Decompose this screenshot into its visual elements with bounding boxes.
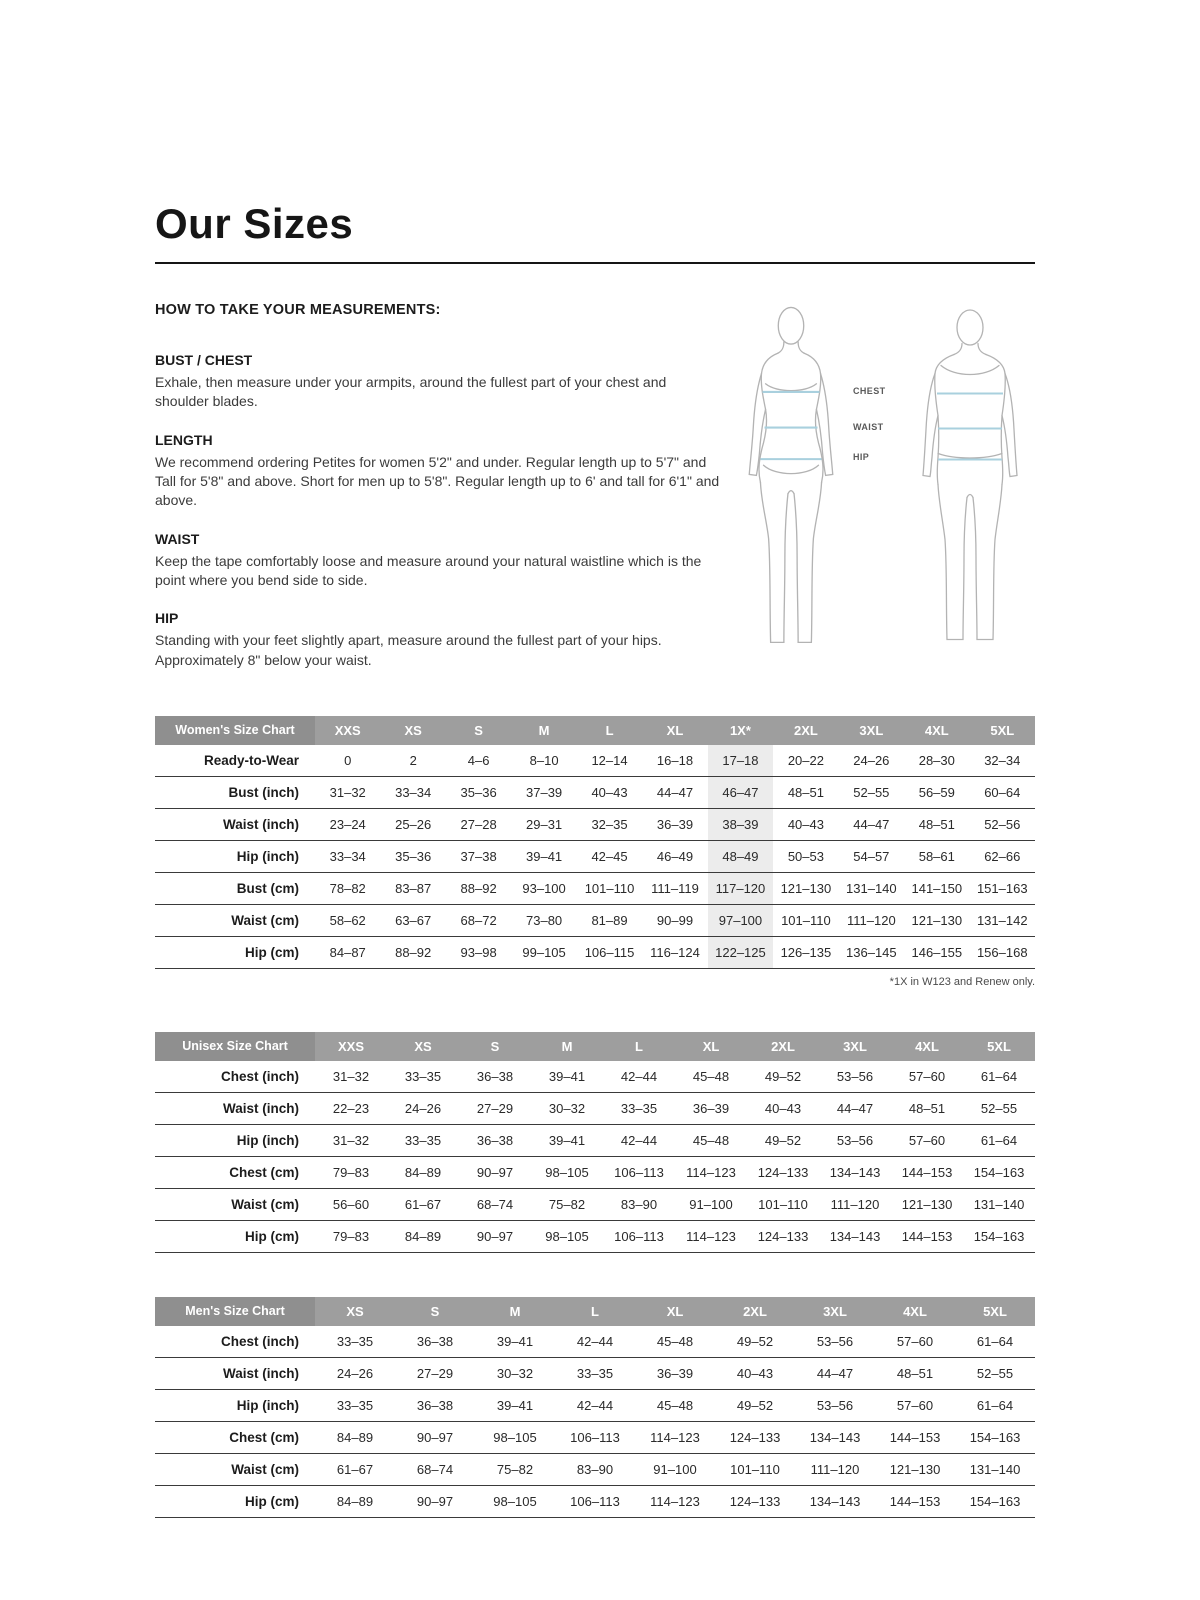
size-cell: 45–48 xyxy=(656,1333,694,1349)
size-cell: 30–32 xyxy=(548,1100,586,1116)
size-cell: 146–155 xyxy=(911,944,963,960)
size-cell: 83–87 xyxy=(395,880,432,896)
size-cell: 52–55 xyxy=(976,1365,1014,1381)
size-cell: 52–55 xyxy=(853,784,890,800)
size-cell: 8–10 xyxy=(529,752,559,768)
size-cell: 61–64 xyxy=(980,1068,1018,1084)
size-cell: 49–52 xyxy=(764,1132,802,1148)
size-cell: 124–133 xyxy=(729,1429,781,1445)
size-cell: 90–97 xyxy=(476,1228,514,1244)
size-cell: 90–99 xyxy=(656,912,694,928)
row-label: Chest (inch) xyxy=(220,1068,299,1084)
size-cell: 98–105 xyxy=(493,1429,537,1445)
size-cell: 46–47 xyxy=(708,776,773,808)
womens-chart-footnote: *1X in W123 and Renew only. xyxy=(889,975,1035,988)
size-cell: 23–24 xyxy=(329,816,366,832)
size-column-header: S xyxy=(395,1297,475,1326)
size-cell: 57–60 xyxy=(896,1333,934,1349)
size-cell: 73–80 xyxy=(526,912,563,928)
size-cell: 75–82 xyxy=(548,1196,586,1212)
size-cell: 53–56 xyxy=(816,1333,854,1349)
table-row xyxy=(155,936,1035,968)
size-cell: 144–153 xyxy=(901,1164,953,1180)
size-cell: 4–6 xyxy=(467,752,490,768)
size-column-header: 2XL xyxy=(773,716,838,745)
size-cell: 48–51 xyxy=(787,784,824,800)
size-charts xyxy=(155,716,1035,1518)
size-cell: 48–51 xyxy=(908,1100,946,1116)
size-column-header: 2XL xyxy=(715,1297,795,1326)
size-column-header: M xyxy=(511,716,576,745)
size-cell: 84–89 xyxy=(404,1228,442,1244)
size-cell: 39–41 xyxy=(548,1132,586,1148)
size-cell: 144–153 xyxy=(889,1493,941,1509)
size-cell: 131–140 xyxy=(846,880,897,896)
size-cell: 136–145 xyxy=(846,944,897,960)
table-row xyxy=(155,1453,1035,1485)
size-cell: 36–39 xyxy=(656,816,694,832)
size-column-header: 5XL xyxy=(955,1297,1035,1326)
table-row xyxy=(155,1421,1035,1453)
mens-size-chart xyxy=(155,1297,1035,1518)
table-row xyxy=(155,1061,1035,1093)
size-cell: 83–90 xyxy=(576,1461,614,1477)
size-cell: 46–49 xyxy=(656,848,694,864)
size-column-header: 5XL xyxy=(963,1032,1035,1061)
size-cell: 121–130 xyxy=(911,912,963,928)
row-label: Bust (cm) xyxy=(236,880,299,896)
size-cell: 44–47 xyxy=(656,784,694,800)
size-cell: 31–32 xyxy=(332,1132,370,1148)
size-cell: 24–26 xyxy=(853,752,890,768)
size-cell: 111–120 xyxy=(830,1196,880,1212)
size-cell: 79–83 xyxy=(332,1164,370,1180)
size-cell: 88–92 xyxy=(395,944,432,960)
section-waist-text: Keep the tape comfortably loose and measure around your natural waistline which is the point where you bend side to side. xyxy=(155,552,702,588)
size-cell: 58–61 xyxy=(918,848,955,864)
size-cell: 36–39 xyxy=(656,1365,694,1381)
size-cell: 44–47 xyxy=(836,1100,874,1116)
size-cell: 52–56 xyxy=(984,816,1021,832)
row-label: Waist (cm) xyxy=(231,912,299,928)
size-cell: 25–26 xyxy=(395,816,432,832)
size-cell: 101–110 xyxy=(781,912,831,928)
row-label: Bust (inch) xyxy=(228,784,299,800)
size-cell: 111–119 xyxy=(651,880,699,896)
size-cell: 117–120 xyxy=(708,872,773,904)
row-label: Waist (inch) xyxy=(223,1365,299,1381)
size-cell: 53–56 xyxy=(816,1397,854,1413)
row-label: Hip (inch) xyxy=(236,848,299,864)
size-cell: 122–125 xyxy=(708,936,773,968)
size-cell: 101–110 xyxy=(758,1196,808,1212)
size-cell: 114–123 xyxy=(650,1493,700,1509)
size-column-header: XS xyxy=(387,1032,459,1061)
size-cell: 97–100 xyxy=(708,904,773,936)
size-cell: 32–35 xyxy=(591,816,628,832)
size-cell: 49–52 xyxy=(736,1397,774,1413)
size-column-header: XS xyxy=(315,1297,395,1326)
size-column-header: XL xyxy=(675,1032,747,1061)
size-cell: 134–143 xyxy=(809,1493,861,1509)
size-cell: 48–49 xyxy=(708,840,773,872)
size-cell: 134–143 xyxy=(809,1429,861,1445)
size-cell: 57–60 xyxy=(896,1397,934,1413)
table-row xyxy=(155,1326,1035,1358)
size-cell: 33–35 xyxy=(336,1397,374,1413)
size-cell: 52–55 xyxy=(980,1100,1018,1116)
section-bust-chest-label: BUST / CHEST xyxy=(155,352,253,368)
size-column-header: 3XL xyxy=(795,1297,875,1326)
size-cell: 33–35 xyxy=(404,1068,442,1084)
row-label: Hip (inch) xyxy=(236,1397,299,1413)
size-column-header: L xyxy=(577,716,642,745)
size-cell: 49–52 xyxy=(764,1068,802,1084)
size-cell: 40–43 xyxy=(764,1100,802,1116)
size-cell: 114–123 xyxy=(650,1429,700,1445)
unisex-size-chart xyxy=(155,1032,1035,1253)
size-cell: 121–130 xyxy=(780,880,832,896)
row-label: Chest (cm) xyxy=(229,1164,299,1180)
row-label: Hip (inch) xyxy=(236,1132,299,1148)
size-cell: 106–113 xyxy=(614,1164,664,1180)
size-cell: 36–38 xyxy=(416,1333,454,1349)
size-cell: 84–89 xyxy=(404,1164,442,1180)
size-cell: 27–28 xyxy=(460,816,497,832)
size-cell: 121–130 xyxy=(889,1461,941,1477)
size-cell: 144–153 xyxy=(901,1228,953,1244)
size-column-header: 1X* xyxy=(708,716,773,745)
size-cell: 83–90 xyxy=(620,1196,658,1212)
size-cell: 156–168 xyxy=(976,944,1028,960)
size-cell: 93–98 xyxy=(460,944,497,960)
size-cell: 33–35 xyxy=(620,1100,658,1116)
size-cell: 0 xyxy=(344,752,352,768)
row-label: Waist (inch) xyxy=(223,816,299,832)
size-cell: 29–31 xyxy=(526,816,563,832)
size-cell: 78–82 xyxy=(329,880,366,896)
size-column-header: 4XL xyxy=(904,716,969,745)
size-cell: 37–39 xyxy=(526,784,563,800)
size-cell: 42–44 xyxy=(576,1397,614,1413)
size-cell: 111–120 xyxy=(847,912,896,928)
size-cell: 121–130 xyxy=(901,1196,953,1212)
size-cell: 124–133 xyxy=(757,1164,809,1180)
size-column-header: S xyxy=(459,1032,531,1061)
size-cell: 61–67 xyxy=(404,1196,442,1212)
size-cell: 32–34 xyxy=(984,752,1021,768)
size-cell: 35–36 xyxy=(460,784,497,800)
page-title: Our Sizes xyxy=(155,200,354,247)
size-cell: 39–41 xyxy=(526,848,563,864)
size-cell: 33–34 xyxy=(329,848,366,864)
size-cell: 42–45 xyxy=(591,848,628,864)
size-cell: 61–67 xyxy=(336,1461,374,1477)
female-figure-illustration xyxy=(735,304,847,656)
size-cell: 49–52 xyxy=(736,1333,774,1349)
row-label: Chest (inch) xyxy=(220,1333,299,1349)
waist-label: WAIST xyxy=(853,422,884,432)
size-cell: 30–32 xyxy=(496,1365,534,1381)
size-cell: 44–47 xyxy=(816,1365,854,1381)
size-cell: 124–133 xyxy=(729,1493,781,1509)
size-cell: 48–51 xyxy=(918,816,955,832)
table-row xyxy=(155,1485,1035,1517)
size-cell: 33–35 xyxy=(404,1132,442,1148)
size-cell: 33–34 xyxy=(395,784,432,800)
size-cell: 58–62 xyxy=(329,912,366,928)
size-cell: 114–123 xyxy=(686,1164,736,1180)
size-cell: 37–38 xyxy=(460,848,497,864)
size-cell: 154–163 xyxy=(973,1228,1025,1244)
size-cell: 36–38 xyxy=(476,1132,514,1148)
measurements-area xyxy=(155,302,1035,690)
size-column-header: 4XL xyxy=(891,1032,963,1061)
size-cell: 38–39 xyxy=(708,808,773,840)
size-cell: 57–60 xyxy=(908,1068,946,1084)
chart-title: Men's Size Chart xyxy=(155,1297,315,1326)
size-column-header: XXS xyxy=(315,716,380,745)
table-row xyxy=(155,1220,1035,1252)
size-cell: 101–110 xyxy=(730,1461,780,1477)
size-column-header: XL xyxy=(635,1297,715,1326)
size-cell: 99–105 xyxy=(522,944,566,960)
size-column-header: S xyxy=(446,716,511,745)
size-cell: 75–82 xyxy=(496,1461,534,1477)
size-column-header: 2XL xyxy=(747,1032,819,1061)
size-cell: 154–163 xyxy=(969,1429,1021,1445)
size-cell: 17–18 xyxy=(708,745,773,777)
size-cell: 22–23 xyxy=(332,1100,370,1116)
size-cell: 44–47 xyxy=(853,816,890,832)
size-cell: 36–39 xyxy=(692,1100,730,1116)
size-cell: 35–36 xyxy=(395,848,432,864)
size-cell: 106–115 xyxy=(584,944,635,960)
size-column-header: L xyxy=(555,1297,635,1326)
size-cell: 16–18 xyxy=(656,752,694,768)
table-row xyxy=(155,1156,1035,1188)
figure-measure-labels xyxy=(853,304,917,656)
size-cell: 56–60 xyxy=(332,1196,370,1212)
size-cell: 27–29 xyxy=(416,1365,454,1381)
size-cell: 28–30 xyxy=(918,752,955,768)
size-cell: 45–48 xyxy=(692,1068,730,1084)
chart-title: Women's Size Chart xyxy=(155,716,315,745)
size-cell: 50–53 xyxy=(787,848,824,864)
size-cell: 42–44 xyxy=(620,1132,658,1148)
size-cell: 53–56 xyxy=(836,1132,874,1148)
table-row xyxy=(155,840,1035,872)
size-column-header: L xyxy=(603,1032,675,1061)
table-row xyxy=(155,776,1035,808)
row-label: Waist (cm) xyxy=(231,1196,299,1212)
section-waist-label: WAIST xyxy=(155,530,200,547)
size-cell: 116–124 xyxy=(650,944,700,960)
section-length xyxy=(155,432,720,511)
table-row xyxy=(155,808,1035,840)
size-cell: 27–29 xyxy=(476,1100,514,1116)
size-cell: 90–97 xyxy=(476,1164,514,1180)
size-cell: 24–26 xyxy=(336,1365,374,1381)
size-cell: 154–163 xyxy=(973,1164,1025,1180)
womens-size-chart-table xyxy=(155,716,1035,969)
size-column-header: XS xyxy=(380,716,445,745)
womens-size-chart xyxy=(155,716,1035,988)
size-cell: 101–110 xyxy=(584,880,635,896)
size-cell: 53–56 xyxy=(836,1068,874,1084)
table-row xyxy=(155,1389,1035,1421)
size-cell: 45–48 xyxy=(656,1397,694,1413)
size-column-header: 4XL xyxy=(875,1297,955,1326)
size-cell: 39–41 xyxy=(496,1397,534,1413)
size-cell: 84–89 xyxy=(336,1493,374,1509)
size-cell: 81–89 xyxy=(591,912,628,928)
table-row xyxy=(155,1092,1035,1124)
row-label: Ready-to-Wear xyxy=(203,752,299,768)
size-cell: 88–92 xyxy=(460,880,497,896)
size-cell: 36–38 xyxy=(476,1068,514,1084)
size-cell: 39–41 xyxy=(496,1333,534,1349)
unisex-size-chart-table xyxy=(155,1032,1035,1253)
table-header-row xyxy=(155,1032,1035,1061)
measurement-instructions xyxy=(155,302,720,690)
row-label: Waist (cm) xyxy=(231,1461,299,1477)
size-cell: 144–153 xyxy=(889,1429,941,1445)
row-label: Hip (cm) xyxy=(245,1493,299,1509)
size-cell: 131–140 xyxy=(973,1196,1025,1212)
size-cell: 42–44 xyxy=(576,1333,614,1349)
table-row xyxy=(155,1188,1035,1220)
chest-label: CHEST xyxy=(853,386,886,396)
size-column-header: 3XL xyxy=(839,716,904,745)
size-cell: 93–100 xyxy=(522,880,566,896)
size-cell: 91–100 xyxy=(689,1196,733,1212)
table-row xyxy=(155,1357,1035,1389)
size-cell: 33–35 xyxy=(576,1365,614,1381)
size-cell: 114–123 xyxy=(686,1228,736,1244)
size-cell: 31–32 xyxy=(332,1068,370,1084)
size-cell: 12–14 xyxy=(591,752,628,768)
size-cell: 60–64 xyxy=(984,784,1021,800)
table-row xyxy=(155,1124,1035,1156)
size-column-header: 5XL xyxy=(970,716,1035,745)
section-hip xyxy=(155,610,720,670)
size-cell: 61–64 xyxy=(976,1397,1014,1413)
size-cell: 134–143 xyxy=(829,1164,881,1180)
size-cell: 141–150 xyxy=(911,880,963,896)
section-hip-text: Standing with your feet slightly apart, measure around the fullest part of your hips. Approximately 8" below your waist. xyxy=(155,632,662,668)
size-cell: 84–87 xyxy=(329,944,366,960)
table-row xyxy=(155,904,1035,936)
size-column-header: 3XL xyxy=(819,1032,891,1061)
section-hip-label: HIP xyxy=(155,610,179,627)
size-cell: 42–44 xyxy=(620,1068,658,1084)
size-cell: 98–105 xyxy=(545,1228,589,1244)
title-divider xyxy=(155,262,1035,264)
size-cell: 111–120 xyxy=(810,1461,860,1477)
size-column-header: M xyxy=(531,1032,603,1061)
row-label: Hip (cm) xyxy=(245,1228,299,1244)
how-to-heading: HOW TO TAKE YOUR MEASUREMENTS: xyxy=(155,302,441,318)
size-cell: 98–105 xyxy=(545,1164,589,1180)
size-cell: 61–64 xyxy=(980,1132,1018,1148)
size-column-header: XXS xyxy=(315,1032,387,1061)
size-cell: 54–57 xyxy=(853,848,890,864)
section-bust-chest-text: Exhale, then measure under your armpits, around the fullest part of your chest and shoulder blades. xyxy=(155,374,667,410)
table-row xyxy=(155,745,1035,777)
size-cell: 20–22 xyxy=(787,752,824,768)
size-cell: 79–83 xyxy=(332,1228,370,1244)
row-label: Chest (cm) xyxy=(229,1429,299,1445)
size-cell: 106–113 xyxy=(614,1228,664,1244)
size-cell: 24–26 xyxy=(404,1100,442,1116)
size-cell: 45–48 xyxy=(692,1132,730,1148)
size-cell: 56–59 xyxy=(918,784,955,800)
size-cell: 40–43 xyxy=(591,784,628,800)
size-cell: 124–133 xyxy=(757,1228,809,1244)
size-cell: 33–35 xyxy=(336,1333,374,1349)
row-label: Waist (inch) xyxy=(223,1100,299,1116)
table-row xyxy=(155,872,1035,904)
size-cell: 31–32 xyxy=(329,784,366,800)
mens-size-chart-table xyxy=(155,1297,1035,1518)
size-cell: 98–105 xyxy=(493,1493,537,1509)
table-header-row xyxy=(155,716,1035,745)
measurement-figures xyxy=(735,304,1035,656)
size-cell: 131–142 xyxy=(976,912,1028,928)
size-cell: 40–43 xyxy=(787,816,824,832)
size-cell: 68–72 xyxy=(460,912,497,928)
section-bust-chest xyxy=(155,352,720,412)
size-cell: 106–113 xyxy=(570,1429,620,1445)
size-cell: 39–41 xyxy=(548,1068,586,1084)
size-cell: 2 xyxy=(409,752,417,768)
table-header-row xyxy=(155,1297,1035,1326)
size-cell: 90–97 xyxy=(416,1429,454,1445)
size-cell: 154–163 xyxy=(969,1493,1021,1509)
male-figure-illustration xyxy=(905,304,1035,656)
size-cell: 61–64 xyxy=(976,1333,1014,1349)
size-cell: 84–89 xyxy=(336,1429,374,1445)
hip-label: HIP xyxy=(853,452,870,462)
chart-title: Unisex Size Chart xyxy=(155,1032,315,1061)
size-cell: 68–74 xyxy=(476,1196,514,1212)
size-cell: 126–135 xyxy=(780,944,832,960)
size-cell: 68–74 xyxy=(416,1461,454,1477)
size-cell: 57–60 xyxy=(908,1132,946,1148)
size-cell: 131–140 xyxy=(969,1461,1021,1477)
size-cell: 151–163 xyxy=(976,880,1028,896)
size-cell: 90–97 xyxy=(416,1493,454,1509)
size-cell: 134–143 xyxy=(829,1228,881,1244)
section-length-text: We recommend ordering Petites for women 5'2" and under. Regular length up to 5'7" and Tall for 5'8" and above. Short for men up to 5'8". Regular length up to 6' and tall for 6'1" and above. xyxy=(155,453,720,509)
size-cell: 36–38 xyxy=(416,1397,454,1413)
size-cell: 63–67 xyxy=(395,912,432,928)
size-cell: 62–66 xyxy=(984,848,1021,864)
size-cell: 40–43 xyxy=(736,1365,774,1381)
size-cell: 106–113 xyxy=(570,1493,620,1509)
size-cell: 91–100 xyxy=(653,1461,697,1477)
size-column-header: XL xyxy=(642,716,707,745)
row-label: Hip (cm) xyxy=(245,944,299,960)
section-waist xyxy=(155,531,720,591)
size-column-header: M xyxy=(475,1297,555,1326)
section-length-label: LENGTH xyxy=(155,431,213,448)
size-cell: 48–51 xyxy=(896,1365,934,1381)
